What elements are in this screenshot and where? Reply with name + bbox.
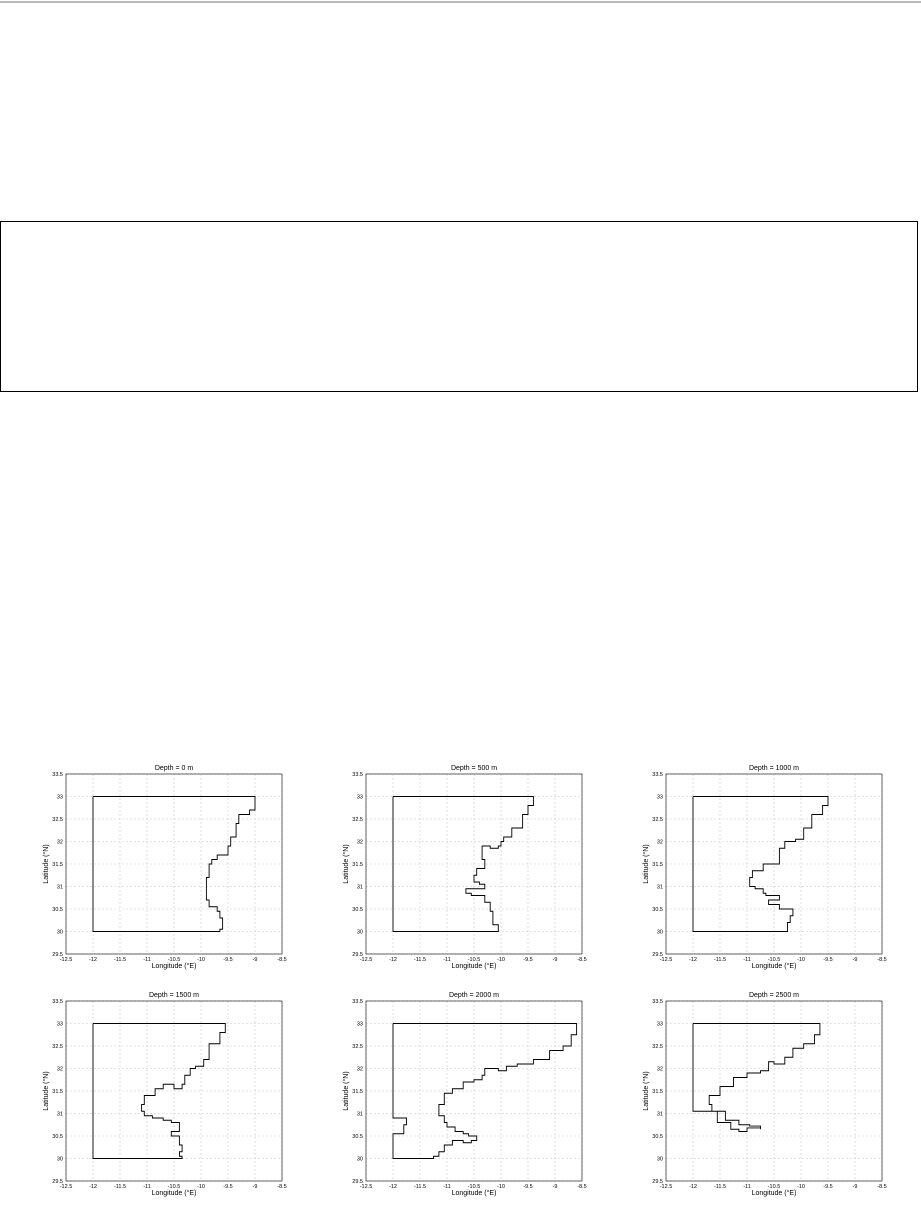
x-tick-label: -12 xyxy=(689,1184,697,1190)
y-tick-label: 33.5 xyxy=(352,772,363,778)
x-tick-label: -9.5 xyxy=(223,957,233,963)
x-tick-label: -9 xyxy=(552,957,558,963)
y-tick-label: 31.5 xyxy=(352,1089,363,1095)
x-tick-label: -12 xyxy=(689,957,697,963)
y-tick-label: 30 xyxy=(56,929,63,936)
y-tick-label: 30.5 xyxy=(652,907,663,913)
y-tick-label: 33.5 xyxy=(52,772,63,778)
x-tick-label: -11 xyxy=(143,957,151,963)
y-tick-label: 33 xyxy=(56,1021,63,1028)
x-tick-label: -10.5 xyxy=(767,1184,781,1190)
chart-panel-1 xyxy=(12,762,302,984)
x-tick-label: -11 xyxy=(443,1184,451,1190)
x-tick-label: -12.5 xyxy=(659,957,673,963)
chart-panel-6 xyxy=(612,989,902,1211)
x-tick-label: -9.5 xyxy=(523,1184,533,1190)
x-tick-label: -10.5 xyxy=(467,957,481,963)
x-tick-label: -12.5 xyxy=(359,957,373,963)
chart-title: Depth = 1000 m xyxy=(748,765,800,772)
y-tick-label: 30.5 xyxy=(352,907,363,913)
y-tick-label: 33 xyxy=(656,1021,663,1028)
x-tick-label: -10.5 xyxy=(467,1184,481,1190)
x-tick-label: -10.5 xyxy=(167,1184,181,1190)
y-tick-label: 32.5 xyxy=(52,1044,63,1050)
y-tick-label: 31.5 xyxy=(652,1089,663,1095)
chart-svg xyxy=(12,989,302,1211)
chart-title: Depth = 2000 m xyxy=(448,992,500,999)
x-tick-label: -11.5 xyxy=(713,957,727,963)
chart-svg xyxy=(612,762,902,984)
x-tick-label: -9.5 xyxy=(823,957,833,963)
y-tick-label: 32 xyxy=(56,1066,63,1073)
x-tick-label: -12.5 xyxy=(359,1184,373,1190)
y-tick-label: 33.5 xyxy=(652,999,663,1005)
x-tick-label: -11 xyxy=(743,1184,751,1190)
x-tick-label: -10.5 xyxy=(767,957,781,963)
x-tick-label: -12 xyxy=(389,1184,397,1190)
x-tick-label: -12 xyxy=(89,1184,97,1190)
y-tick-label: 30 xyxy=(656,1156,663,1163)
x-axis-label: Longitude (°E) xyxy=(751,1190,797,1197)
x-axis-label: Longitude (°E) xyxy=(451,1190,497,1197)
y-tick-label: 30 xyxy=(656,929,663,936)
chart-title: Depth = 2500 m xyxy=(748,992,800,999)
y-tick-label: 33.5 xyxy=(652,772,663,778)
y-tick-label: 33 xyxy=(356,794,363,801)
x-tick-label: -9 xyxy=(852,957,858,963)
y-tick-label: 32 xyxy=(656,1066,663,1073)
x-tick-label: -9 xyxy=(252,1184,258,1190)
y-tick-label: 31 xyxy=(656,884,663,891)
y-tick-label: 32 xyxy=(656,839,663,846)
x-tick-label: -9.5 xyxy=(523,957,533,963)
x-tick-label: -11.5 xyxy=(413,957,427,963)
x-tick-label: -12 xyxy=(389,957,397,963)
y-tick-label: 32 xyxy=(356,1066,363,1073)
y-tick-label: 30.5 xyxy=(352,1134,363,1140)
y-tick-label: 32 xyxy=(56,839,63,846)
x-axis-label: Longitude (°E) xyxy=(151,1190,197,1197)
y-tick-label: 32 xyxy=(356,839,363,846)
y-tick-label: 33.5 xyxy=(52,999,63,1005)
y-tick-label: 32.5 xyxy=(352,1044,363,1050)
chart-title: Depth = 500 m xyxy=(450,765,498,772)
x-tick-label: -9.5 xyxy=(223,1184,233,1190)
y-tick-label: 32.5 xyxy=(352,817,363,823)
x-tick-label: -11 xyxy=(143,1184,151,1190)
chart-panel-3 xyxy=(612,762,902,984)
x-tick-label: -8.5 xyxy=(277,1184,287,1190)
y-axis-label: Latitude (°N) xyxy=(43,844,50,884)
x-tick-label: -10 xyxy=(797,1184,805,1190)
chart-panel-4 xyxy=(12,989,302,1211)
y-tick-label: 29.5 xyxy=(52,1179,63,1185)
x-axis-label: Longitude (°E) xyxy=(451,963,497,970)
y-tick-label: 33.5 xyxy=(352,999,363,1005)
y-tick-label: 31.5 xyxy=(52,862,63,868)
y-axis-label: Latitude (°N) xyxy=(43,1071,50,1111)
x-tick-label: -12.5 xyxy=(59,957,73,963)
y-tick-label: 29.5 xyxy=(652,952,663,958)
y-tick-label: 33 xyxy=(356,1021,363,1028)
x-tick-label: -11.5 xyxy=(113,957,127,963)
y-tick-label: 31 xyxy=(356,1111,363,1118)
chart-svg xyxy=(312,989,602,1211)
x-tick-label: -10 xyxy=(197,1184,205,1190)
y-tick-label: 29.5 xyxy=(352,952,363,958)
x-axis-label: Longitude (°E) xyxy=(751,963,797,970)
y-tick-label: 30 xyxy=(356,1156,363,1163)
chart-title: Depth = 0 m xyxy=(154,765,194,772)
x-tick-label: -8.5 xyxy=(277,957,287,963)
x-tick-label: -10 xyxy=(197,957,205,963)
y-axis-label: Latitude (°N) xyxy=(643,1071,650,1111)
y-tick-label: 31 xyxy=(56,1111,63,1118)
y-tick-label: 33 xyxy=(56,794,63,801)
x-tick-label: -10 xyxy=(797,957,805,963)
y-tick-label: 29.5 xyxy=(352,1179,363,1185)
y-tick-label: 32.5 xyxy=(652,1044,663,1050)
x-tick-label: -11.5 xyxy=(413,1184,427,1190)
y-axis-label: Latitude (°N) xyxy=(643,844,650,884)
chart-title: Depth = 1500 m xyxy=(148,992,200,999)
y-tick-label: 30 xyxy=(56,1156,63,1163)
x-tick-label: -8.5 xyxy=(577,1184,587,1190)
x-tick-label: -11.5 xyxy=(713,1184,727,1190)
y-tick-label: 31 xyxy=(56,884,63,891)
x-tick-label: -8.5 xyxy=(877,1184,887,1190)
y-tick-label: 32.5 xyxy=(52,817,63,823)
x-tick-label: -11 xyxy=(443,957,451,963)
chart-svg xyxy=(612,989,902,1211)
y-tick-label: 30.5 xyxy=(52,907,63,913)
x-tick-label: -8.5 xyxy=(877,957,887,963)
chart-svg xyxy=(312,762,602,984)
x-tick-label: -11 xyxy=(743,957,751,963)
x-tick-label: -9 xyxy=(552,1184,558,1190)
y-tick-label: 31.5 xyxy=(652,862,663,868)
x-tick-label: -9.5 xyxy=(823,1184,833,1190)
x-tick-label: -12.5 xyxy=(59,1184,73,1190)
y-tick-label: 33 xyxy=(656,794,663,801)
y-tick-label: 31 xyxy=(656,1111,663,1118)
y-axis-label: Latitude (°N) xyxy=(343,844,350,884)
y-tick-label: 31.5 xyxy=(352,862,363,868)
x-tick-label: -11.5 xyxy=(113,1184,127,1190)
x-tick-label: -8.5 xyxy=(577,957,587,963)
chart-svg xyxy=(12,762,302,984)
boundary-line xyxy=(393,1024,577,1159)
y-tick-label: 31.5 xyxy=(52,1089,63,1095)
y-tick-label: 29.5 xyxy=(52,952,63,958)
x-tick-label: -10.5 xyxy=(167,957,181,963)
y-tick-label: 30.5 xyxy=(652,1134,663,1140)
y-tick-label: 31 xyxy=(356,884,363,891)
y-tick-label: 30 xyxy=(356,929,363,936)
x-tick-label: -10 xyxy=(497,1184,505,1190)
y-tick-label: 30.5 xyxy=(52,1134,63,1140)
y-tick-label: 32.5 xyxy=(652,817,663,823)
x-tick-label: -12 xyxy=(89,957,97,963)
chart-panel-5 xyxy=(312,989,602,1211)
empty-text-box xyxy=(0,221,918,392)
x-tick-label: -12.5 xyxy=(659,1184,673,1190)
x-tick-label: -9 xyxy=(852,1184,858,1190)
x-axis-label: Longitude (°E) xyxy=(151,963,197,970)
y-tick-label: 29.5 xyxy=(652,1179,663,1185)
y-axis-label: Latitude (°N) xyxy=(343,1071,350,1111)
chart-panel-2 xyxy=(312,762,602,984)
x-tick-label: -9 xyxy=(252,957,258,963)
top-divider xyxy=(0,1,921,3)
x-tick-label: -10 xyxy=(497,957,505,963)
